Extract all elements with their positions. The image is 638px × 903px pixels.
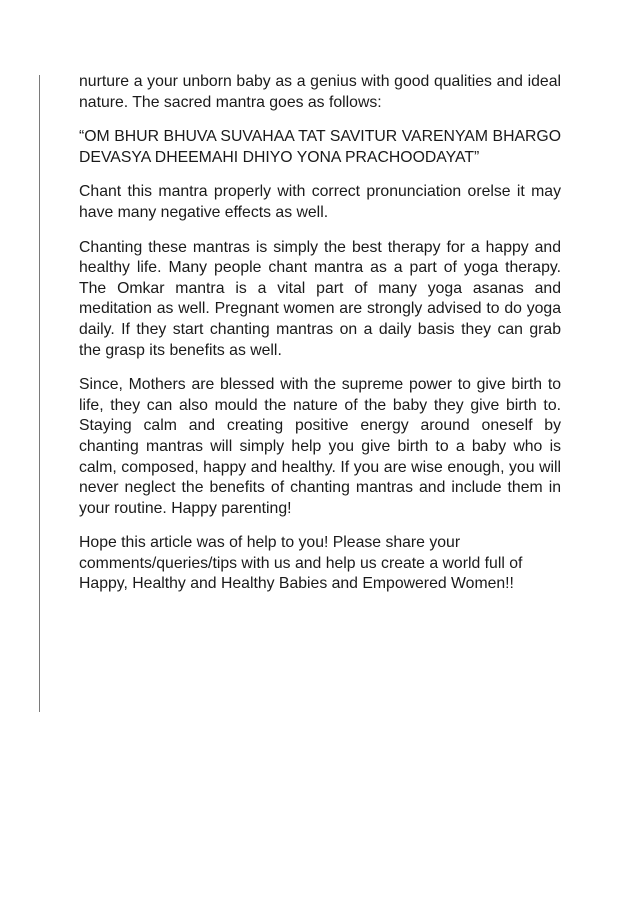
paragraph-mothers: Since, Mothers are blessed with the supreme power to give birth to life, they can also mould the nature of the baby they give birth to. Staying calm and creating positive energy around oneself by chanting mantras will simply help you give birth to a baby who is calm, composed, happy and healthy. If you are wise enough, you will never neglect the benefits of chanting mantras and include them in your routine. Happy parenting! — [79, 376, 561, 517]
paragraph-closing: Hope this article was of help to you! Please share your comments/queries/tips with us and help us create a world full of Happy, Healthy and Healthy Babies and Empowered Women!! — [79, 534, 523, 593]
margin-rule — [39, 75, 40, 712]
paragraph-mantra: “OM BHUR BHUVA SUVAHAA TAT SAVITUR VARENYAM BHARGO DEVASYA DHEEMAHI DHIYO YONA PRACHOODAYAT” — [79, 128, 561, 166]
document-body — [79, 72, 561, 609]
paragraph-intro: nurture a your unborn baby as a genius with good qualities and ideal nature. The sacred mantra goes as follows: — [79, 73, 561, 111]
paragraph-therapy: Chanting these mantras is simply the best therapy for a happy and healthy life. Many people chant mantra as a part of yoga therapy. The Omkar mantra is a vital part of many yoga asanas and meditation as well. Pregnant women are strongly advised to do yoga daily. If they start chanting mantras on a daily basis they can grab the grasp its benefits as well. — [79, 238, 561, 359]
paragraph-pronunciation: Chant this mantra properly with correct pronunciation orelse it may have many negative effects as well. — [79, 183, 561, 221]
